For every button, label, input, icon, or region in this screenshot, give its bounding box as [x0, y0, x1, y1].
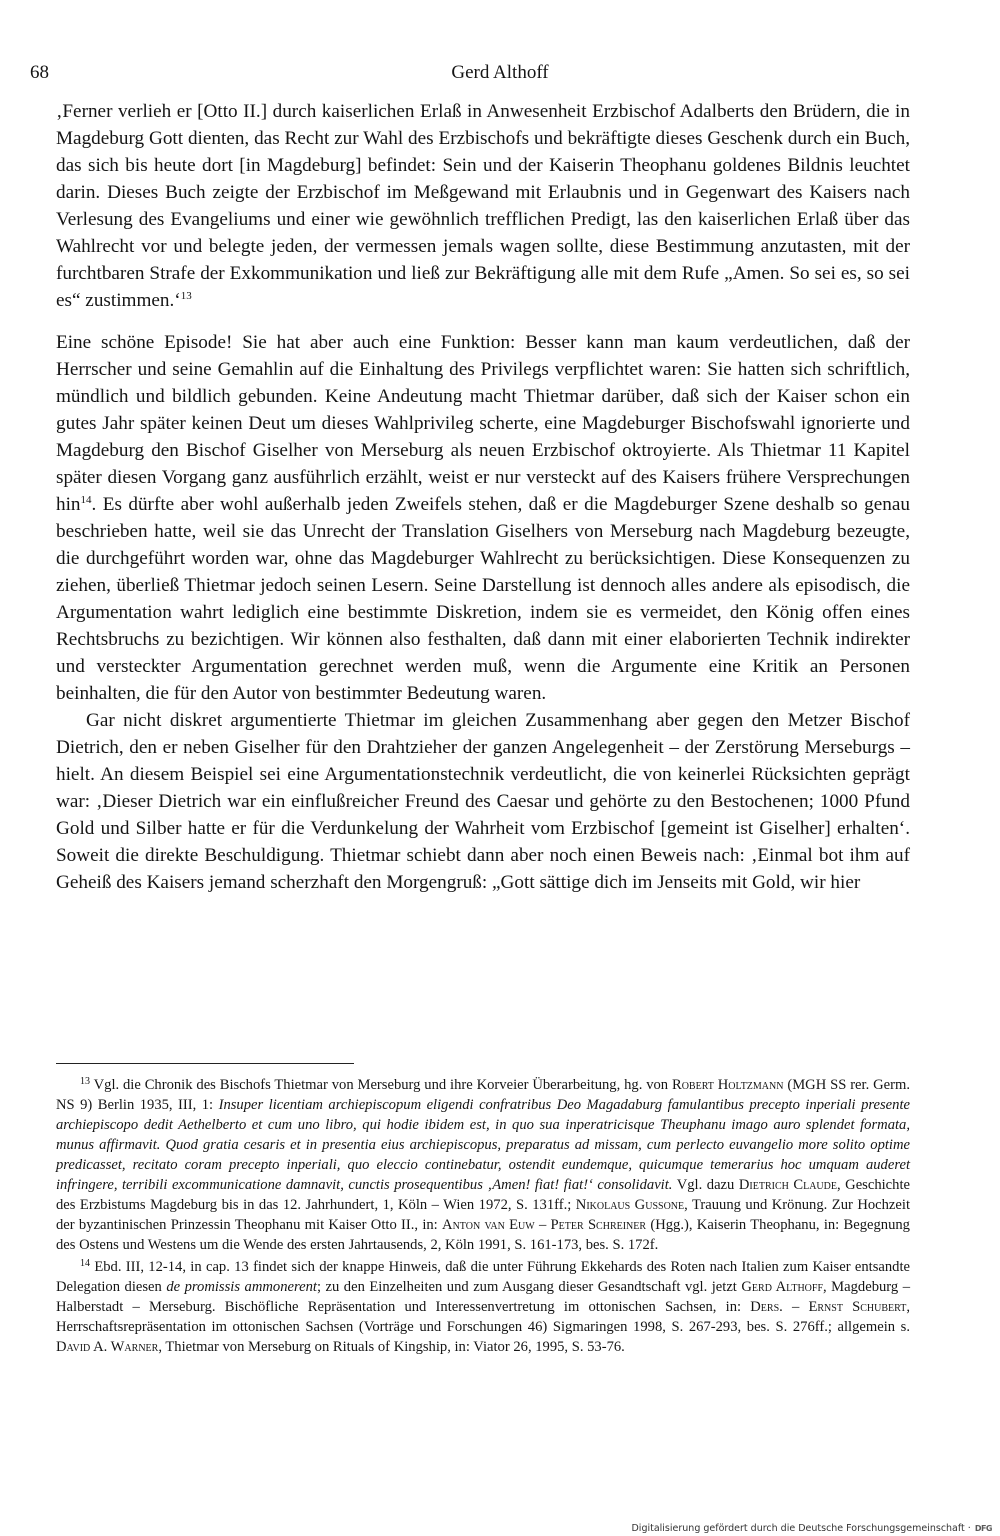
digitization-footer: [631, 1523, 992, 1534]
footnote-number: 14: [80, 1258, 90, 1269]
quote-text: ‚Ferner verlieh er [Otto II.] durch kaiserlichen Erlaß in Anwesenheit Erzbischof Adalberts den Brüdern, die in Magdeburg Gott dienten, das Recht zur Wahl des Erzbischofs und bekräftigte dieses Geschenk durch ein Buch, das sich bis heute dort [in Magdeburg] befindet: Sein und der Kaiserin Theophanu goldenes Bildnis leuchtet darin. Dieses Buch zeigte der Erzbischof im Meßgewand mit Erlaubnis und in Gegenwart des Kaisers nach Verlesung des Evangeliums und einer wie gewöhnlich trefflichen Predigt, las den kaiserlichen Erlaß über das Wahlrecht vor und belegte jeden, der vermessen jemals wagen sollte, diese Bestimmung anzutasten, mit der furchtbaren Strafe der Exkommunikation und ließ zur Bekräftigung alle mit dem Rufe „Amen. So sei es, so sei es“ zustimmen.‘: [56, 101, 910, 311]
footnote-text: (MGH SS rer. Germ. NS 9) Berlin 1935, III, 1:: [56, 1077, 910, 1113]
author-name: Anton van Euw – Peter Schreiner: [442, 1217, 647, 1233]
dfg-logo: DFG: [974, 1524, 992, 1533]
footer-text: Digitalisierung gefördert durch die Deutsche Forschungsgemeinschaft ·: [631, 1523, 971, 1534]
author-name: David A. Warner: [56, 1339, 159, 1355]
footnote-text: , Geschichte des Erzbistums Magdeburg bis in das 12. Jahrhundert, 1, Köln – Wien 1972, S. 131ff.;: [56, 1177, 910, 1213]
footnote-text: , Herrschaftsrepräsentation im ottonischen Sachsen (Vorträge und Forschungen 46) Sigmaringen 1998, S. 267-293, bes. S. 276ff.; allgemein s.: [56, 1299, 910, 1335]
author-name: Ders. – Ernst Schubert: [750, 1299, 907, 1315]
footnote-14: [56, 1257, 910, 1357]
latin-quote: de promissis ammonerent: [166, 1279, 317, 1295]
footnote-text: Vgl. die Chronik des Bischofs Thietmar von Merseburg und ihre Korveier Überarbeitung, hg. von: [93, 1077, 672, 1093]
page-number: 68: [30, 62, 49, 83]
paragraph-episode: [56, 329, 910, 707]
author-name: Gerd Althoff: [741, 1279, 824, 1295]
running-head: Gerd Althoff: [451, 62, 549, 83]
footnotes: [56, 1075, 910, 1359]
paragraph-quote: [56, 98, 910, 314]
latin-quote: Insuper licentiam archiepiscopum eligendi confratribus Deo Magadaburg famulantibus precepto inperiali presente archiepiscopo dedit Aethelberto et cum uno libro, qui hodie ibidem est, in quo sua inperatricisque Theuphanu imago auro splendet formata, munus affirmavit. Quod gratia cesaris et in presentia eius archiepiscopus, preparatus ad missam, cum perlecto euvangelio more solito optime predicasset, recitato coram precepto inperiali, quo eleccio continebatur, ostendit eundemque, quicumque temerarius hoc umquam auderet infringere, terribili excommunicatione damnavit, cunctis prosequentibus ‚Amen! fiat! fiat!‘ consolidavit.: [56, 1097, 910, 1193]
paragraph-dietrich: Gar nicht diskret argumentierte Thietmar im gleichen Zusammenhang aber gegen den Metzer Bischof Dietrich, den er neben Giselher für den Drahtzieher der ganzen Angelegenheit – der Zerstörung Merseburgs – hielt. An diesem Beispiel sei eine Argumentationstechnik verdeutlicht, die von keinerlei Rücksichten geprägt war: ‚Dieser Dietrich war ein einflußreicher Freund des Caesar und gehörte zu den Bestochenen; 1000 Pfund Gold und Silber hatte er für die Verdunkelung der Wahrheit vom Erzbischof [gemeint ist Giselher] erhalten‘. Soweit die direkte Beschuldigung. Thietmar schiebt dann aber noch einen Beweis nach: ‚Einmal bot ihm auf Geheiß des Kaisers jemand scherzhaft den Morgengruß: „Gott sättige dich im Jenseits mit Gold, wir hier: [56, 710, 910, 893]
author-name: Robert Holtzmann: [671, 1077, 784, 1093]
footnote-text: , Magdeburg – Halberstadt – Merseburg. Bischöfliche Repräsentation und Interessenvertretung im ottonischen Sachsen, in:: [56, 1279, 910, 1315]
footnote-text: ; zu den Einzelheiten und zum Ausgang dieser Gesandtschaft vgl. jetzt: [316, 1279, 742, 1295]
footnote-number: 13: [80, 1076, 90, 1087]
main-text: [56, 98, 910, 896]
paragraph-text-cont: . Es dürfte aber wohl außerhalb jeden Zweifels stehen, daß er die Magdeburger Szene deshalb so genau beschrieben hatte, weil sie das Unrecht der Translation Giselhers von Merseburg nach Magdeburg bezeugte, die durchgeführt worden war, ohne das Magdeburger Wahlrecht zu berücksichtigen. Diese Konsequenzen zu ziehen, überließ Thietmar jedoch seinen Lesern. Seine Darstellung ist dennoch alles andere als episodisch, die Argumentation wahrt lediglich eine bestimmte Diskretion, indem sie es vermeidet, den König offen eines Rechtsbruchs zu bezichtigen. Wir können also festhalten, daß dann mit einer elaborierten Technik indirekter und versteckter Argumentation gerechnet werden muß, wenn die Argumente eine Kritik an Personen beinhalten, die für den Autor von bestimmter Bedeutung waren.: [56, 494, 910, 704]
paragraph-text: Eine schöne Episode! Sie hat aber auch eine Funktion: Besser kann man kaum verdeutlichen, daß der Herrscher und seine Gemahlin auf die Einhaltung des Privilegs verpflichtet waren: Sie hatten sich schriftlich, mündlich und bildlich gebunden. Keine Andeutung macht Thietmar darüber, daß sich der Kaiser schon ein gutes Jahr später keinen Deut um dieses Wahlprivileg scherte, eine Magdeburger Bischofswahl ignorierte und Magdeburg den Bischof Giselher von Merseburg als neuen Erzbischof oktroyierte. Als Thietmar 11 Kapitel später diesen Vorgang ganz ausführlich erzählt, weist er nur versteckt auf des Kaisers frühere Versprechungen hin: [56, 332, 910, 515]
footnote-13: [56, 1075, 910, 1255]
footnote-rule: [56, 1063, 354, 1064]
footnote-text: , Trauung und Krönung. Zur Hochzeit der byzantinischen Prinzessin Theophanu mit Kaiser Otto II., in:: [56, 1197, 910, 1233]
footnote-ref-13: 13: [180, 290, 192, 302]
footnote-text: Vgl. dazu: [672, 1177, 739, 1193]
footnote-text: Ebd. III, 12-14, in cap. 13 findet sich der knappe Hinweis, daß die unter Führung Ekkehards des Roten nach Italien zum Kaiser entsandte Delegation diesen: [56, 1259, 910, 1295]
author-name: Nikolaus Gussone: [575, 1197, 685, 1213]
footnote-text: (Hgg.), Kaiserin Theophanu, in: Begegnung des Ostens und Westens um die Wende des ersten Jahrtausends, 2, Köln 1991, S. 161-173, bes. S. 172f.: [56, 1217, 910, 1253]
author-name: Dietrich Claude: [738, 1177, 837, 1193]
footnote-ref-14: 14: [80, 494, 92, 506]
footnote-text: , Thietmar von Merseburg on Rituals of Kingship, in: Viator 26, 1995, S. 53-76.: [158, 1339, 625, 1355]
